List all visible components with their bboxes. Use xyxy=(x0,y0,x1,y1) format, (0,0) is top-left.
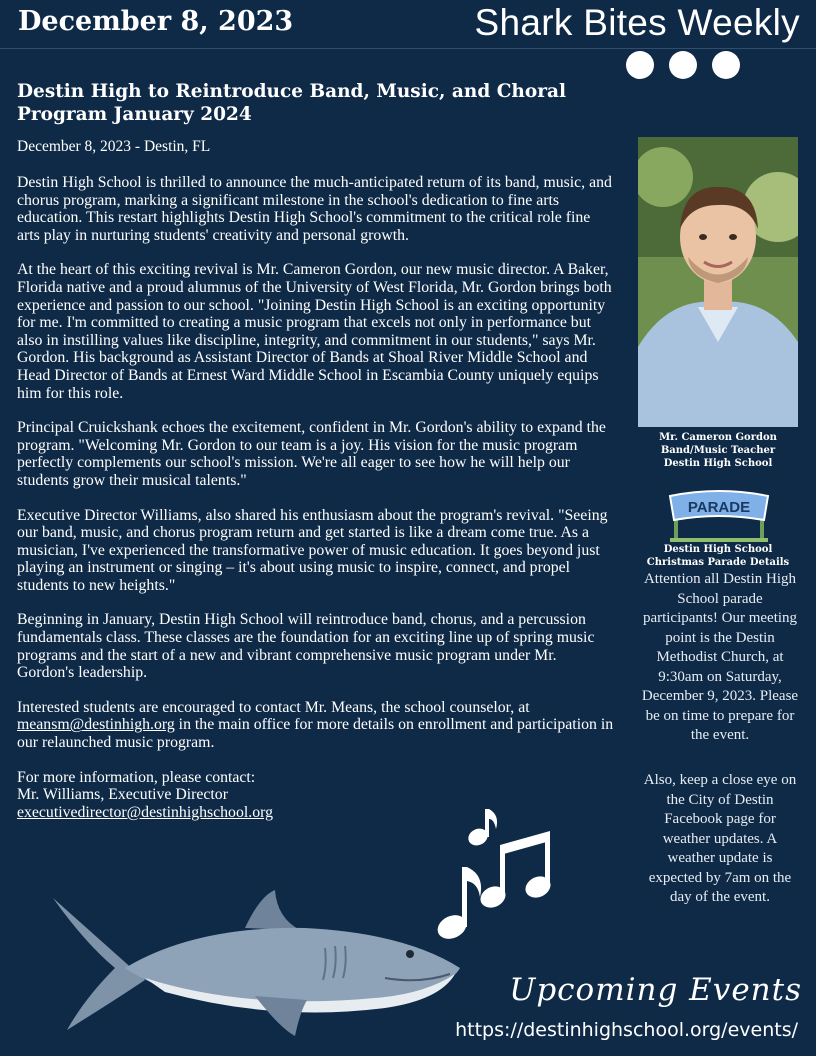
parade-heading xyxy=(626,543,810,569)
counselor-text: Interested students are encouraged to contact Mr. Means, the school counselor, at xyxy=(17,698,530,716)
parade-heading-line: Destin High School xyxy=(663,544,773,555)
article-paragraph: Principal Cruickshank echoes the excitement, confident in Mr. Gordon's ability to expand the program. "Welcoming Mr. Gordon to our team is a joy. His vision for the music program perfectly complements our school's mission. We're all eager to see how he will help our students grow their musical talents." xyxy=(17,419,606,489)
dot-icon xyxy=(669,51,697,79)
contact-name: Mr. Williams, Executive Director xyxy=(17,786,228,804)
main-article xyxy=(17,80,617,838)
header-divider xyxy=(0,48,816,49)
article-dateline: December 8, 2023 - Destin, FL xyxy=(17,138,211,155)
weather-note: Also, keep a close eye on the City of Destin Facebook page for weather updates. A weather update is expected by 7am on the day of the event. xyxy=(643,772,797,905)
dot-icon xyxy=(626,51,654,79)
article-paragraph: Beginning in January, Destin High School will reintroduce band, chorus, and a percussion fundamentals class. These classes are the foundation for an exciting line up of spring music programs and the start of a new and vibrant comprehensive music program under Mr. Gordon's leadership. xyxy=(17,611,595,682)
parade-sign-icon xyxy=(668,486,770,544)
parade-details: Attention all Destin High School parade participants! Our meeting point is the Destin Methodist Church, at 9:30am on Saturday, December 9, 2023. Please be on time to prepare for the event. xyxy=(641,571,799,743)
photo-caption xyxy=(632,431,804,470)
article-paragraph: At the heart of this exciting revival is Mr. Cameron Gordon, our new music director. A Baker, Florida native and a proud alumnus of the University of West Florida, Mr. Gordon brings both experience and passion to our school. "Joining Destin High School is an exciting opportunity for me. I'm committed to creating a music program that excels not only in performance but also in instilling values like discipline, integrity, and commitment in our students," says Mr. Gordon. His background as Assistant Director of Bands at Shoal River Middle School and Head Director of Bands at Ernest Ward Middle School in Escambia County uniquely equips him for this role. xyxy=(17,261,612,402)
article-paragraph: Executive Director Williams, also shared his enthusiasm about the program's revival. "Seeing our band, music, and chorus program return and get started is like a dream come true. As a musician, I've experienced the transformative power of music education. It goes beyond just playing an instrument or singing – it's about using music to inspire, connect, and propel students to new heights." xyxy=(17,506,608,594)
contact-email-link[interactable]: executivedirector@destinhighschool.org xyxy=(17,803,273,821)
newsletter-title: Shark Bites Weekly xyxy=(474,2,800,43)
caption-school: Destin High School xyxy=(663,458,773,469)
counselor-email-link[interactable]: meansm@destinhigh.org xyxy=(17,716,175,734)
counselor-paragraph xyxy=(17,699,617,752)
upcoming-events-heading: Upcoming Events xyxy=(509,972,802,1008)
article-headline: Destin High to Reintroduce Band, Music, and Choral Program January 2024 xyxy=(17,81,566,125)
parade-heading-line: Christmas Parade Details xyxy=(646,557,790,568)
caption-name: Mr. Cameron Gordon xyxy=(659,432,777,443)
caption-role: Band/Music Teacher xyxy=(660,445,776,456)
events-url-link[interactable]: https://destinhighschool.org/events/ xyxy=(455,1019,798,1041)
counselor-text-end: in the main office for more details on enrollment and participation in our relaunched music program. xyxy=(17,716,614,752)
decorative-dots xyxy=(626,51,740,79)
dot-icon xyxy=(712,51,740,79)
teacher-photo xyxy=(638,137,798,427)
parade-sign-text: PARADE xyxy=(687,499,751,516)
contact-intro: For more information, please contact: xyxy=(17,768,256,786)
article-paragraph: Destin High School is thrilled to announce the much-anticipated return of its band, music, and chorus program, marking a significant milestone in the school's dedication to fine arts education. This restart highlights Destin High School's commitment to the critical role fine arts play in nurturing students' creativity and personal growth. xyxy=(17,174,612,244)
shark-illustration xyxy=(45,888,485,1038)
issue-date: December 8, 2023 xyxy=(18,6,294,37)
